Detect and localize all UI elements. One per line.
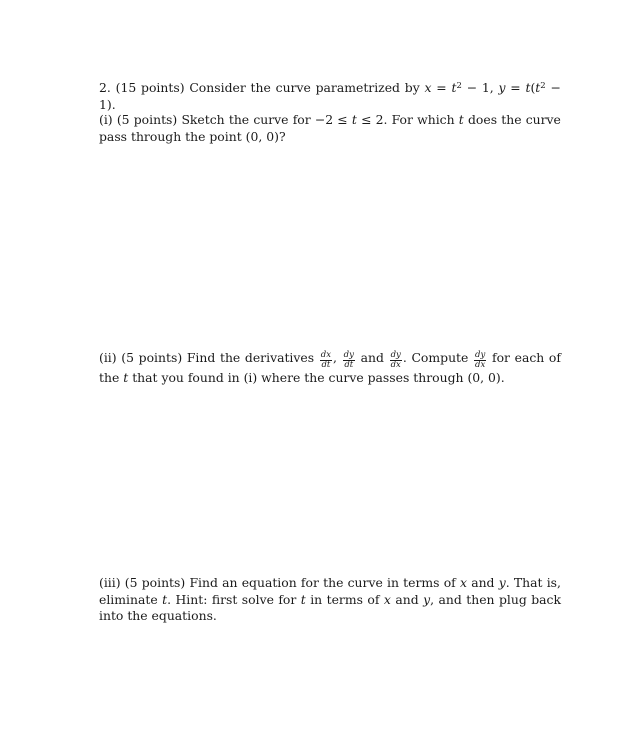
math-paren: ( bbox=[530, 80, 536, 95]
part-points: (5 points) bbox=[116, 112, 178, 127]
period: . bbox=[402, 350, 407, 365]
math-range-low: −2 ≤ bbox=[314, 112, 348, 127]
math-var-t: t bbox=[458, 112, 464, 127]
fraction-dy-dx: $\frac{dy}{dx}$ bbox=[390, 350, 401, 370]
math-var-y: y bbox=[498, 80, 506, 95]
part-points: (5 points) bbox=[121, 350, 183, 365]
math-var-t: t bbox=[300, 591, 306, 607]
question-heading bbox=[99, 80, 561, 113]
part-points: (5 points) bbox=[124, 575, 186, 590]
part-iii-hint: . Hint: first solve for bbox=[167, 591, 297, 607]
part-ii bbox=[99, 350, 561, 387]
math-minus-one: − 1, bbox=[466, 80, 494, 95]
math-var-t: t bbox=[451, 80, 457, 95]
part-iii-that-is: . That is, eliminate bbox=[99, 575, 561, 607]
fraction-dy-dt: $\frac{dy}{dt}$ bbox=[343, 350, 354, 370]
fraction-dx-dt: $\frac{dx}{dt}$ bbox=[320, 350, 332, 370]
and-word: and bbox=[471, 575, 495, 590]
part-label: (iii) bbox=[99, 575, 121, 590]
part-iii-rest: , and then plug back into the equations. bbox=[99, 591, 561, 623]
math-equals: = bbox=[510, 80, 521, 95]
math-var-t: t bbox=[525, 80, 531, 95]
part-iii bbox=[99, 575, 561, 625]
part-i-question-after: does the curve pass through the point (0, 0)? bbox=[99, 112, 561, 144]
question-number: 2. bbox=[99, 80, 111, 95]
question-intro-text: Consider the curve parametrized by bbox=[189, 80, 420, 95]
part-iii-find-eq: Find an equation for the curve in terms of bbox=[189, 575, 456, 590]
fraction-dy-dx: $\frac{dy}{dx}$ bbox=[475, 350, 486, 370]
compute-word: Compute bbox=[411, 350, 469, 365]
math-var-x: x bbox=[459, 575, 467, 590]
part-ii-find-text: Find the derivatives bbox=[186, 350, 315, 365]
part-i-sketch-text: Sketch the curve for bbox=[181, 112, 311, 127]
question-points: (15 points) bbox=[115, 80, 185, 95]
math-var-t: t bbox=[123, 370, 129, 385]
part-label: (ii) bbox=[99, 350, 117, 365]
and-word: and bbox=[360, 350, 384, 365]
part-i-question-before: For which bbox=[391, 112, 455, 127]
part-ii-that-found: that you found in (i) where the curve passes through (0, 0). bbox=[132, 370, 505, 385]
part-label: (i) bbox=[99, 112, 113, 127]
math-equals: = bbox=[436, 80, 447, 95]
math-var-t: t bbox=[162, 591, 168, 607]
math-close: − 1). bbox=[99, 80, 561, 112]
math-exponent: 2 bbox=[456, 81, 462, 91]
part-iii-in-terms: in terms of bbox=[310, 591, 380, 607]
comma: , bbox=[333, 350, 337, 365]
math-var-x: x bbox=[424, 80, 432, 95]
math-var-x: x bbox=[383, 591, 391, 607]
part-i bbox=[99, 112, 561, 145]
math-exponent: 2 bbox=[540, 81, 546, 91]
part-ii-for-each: for each of the bbox=[99, 350, 561, 385]
math-var-t: t bbox=[351, 112, 357, 127]
math-range-high: ≤ 2. bbox=[361, 112, 388, 127]
and-word: and bbox=[395, 591, 419, 607]
math-var-y: y bbox=[498, 575, 506, 590]
math-var-y: y bbox=[423, 591, 431, 607]
math-var-t: t bbox=[535, 80, 541, 95]
